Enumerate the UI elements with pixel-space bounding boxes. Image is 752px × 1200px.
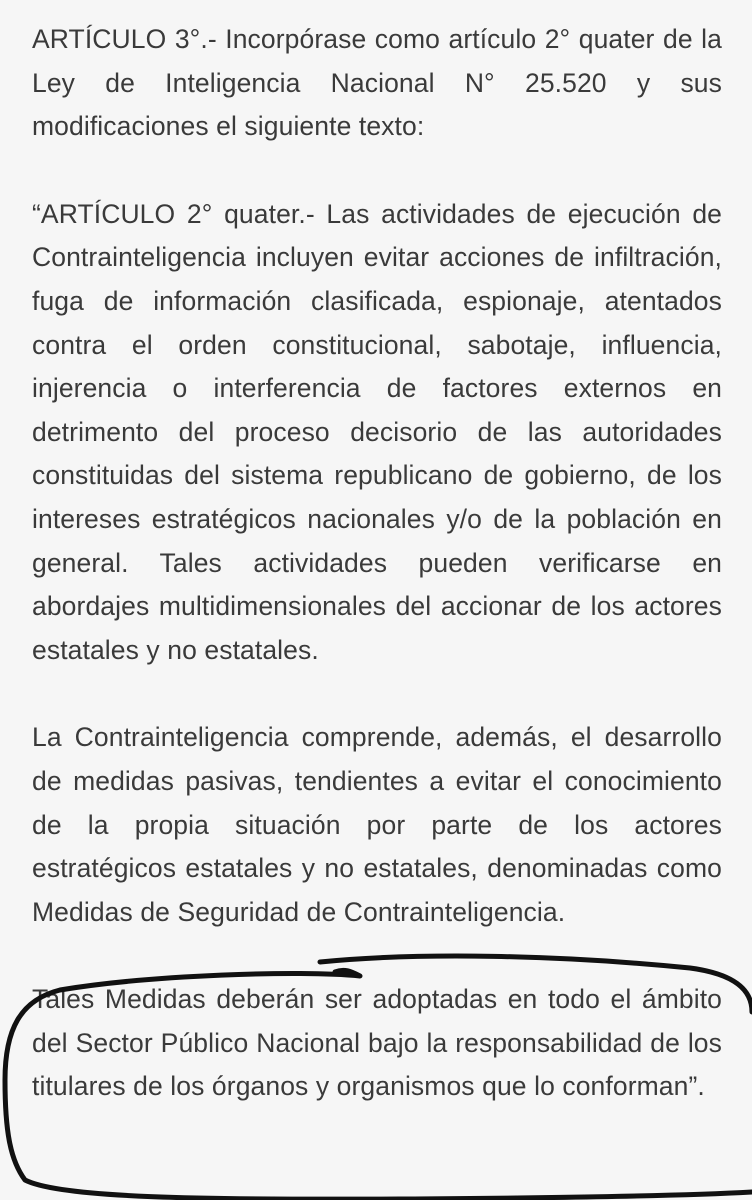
paragraph-article-2-quater: “ARTÍCULO 2° quater.- Las actividades de ejecución de Contrainteligencia incluyen evitar acciones de infiltración, fuga de información clasificada, espionaje, atentados contra el orden constitucional, sabotaje, influencia, injerencia o interferencia de factores externos en detrimento del proceso decisorio de las autoridades constituidas del sistema republicano de gobierno, de los intereses estratégicos nacionales y/o de la población en general. Tales actividades pueden verificarse en abordajes multidimensionales del accionar de los actores estatales y no estatales. (32, 198, 722, 665)
document-text (32, 18, 722, 1109)
paragraph-contrainteligencia: La Contrainteligencia comprende, además, el desarrollo de medidas pasivas, tendientes a evitar el conocimiento de la propia situación por parte de los actores estratégicos estatales y no estatales, denominadas como Medidas de Seguridad de Contrainteligencia. (32, 722, 722, 927)
paragraph-article-3: ARTÍCULO 3°.- Incorpórase como artículo 2° quater de la Ley de Inteligencia Nacional N° 25.520 y sus modificaciones el siguiente texto: (32, 24, 722, 142)
paragraph-medidas: Tales Medidas deberán ser adoptadas en todo el ámbito del Sector Público Nacional bajo la responsabilidad de los titulares de los órganos y organismos que lo conforman”. (32, 984, 722, 1102)
